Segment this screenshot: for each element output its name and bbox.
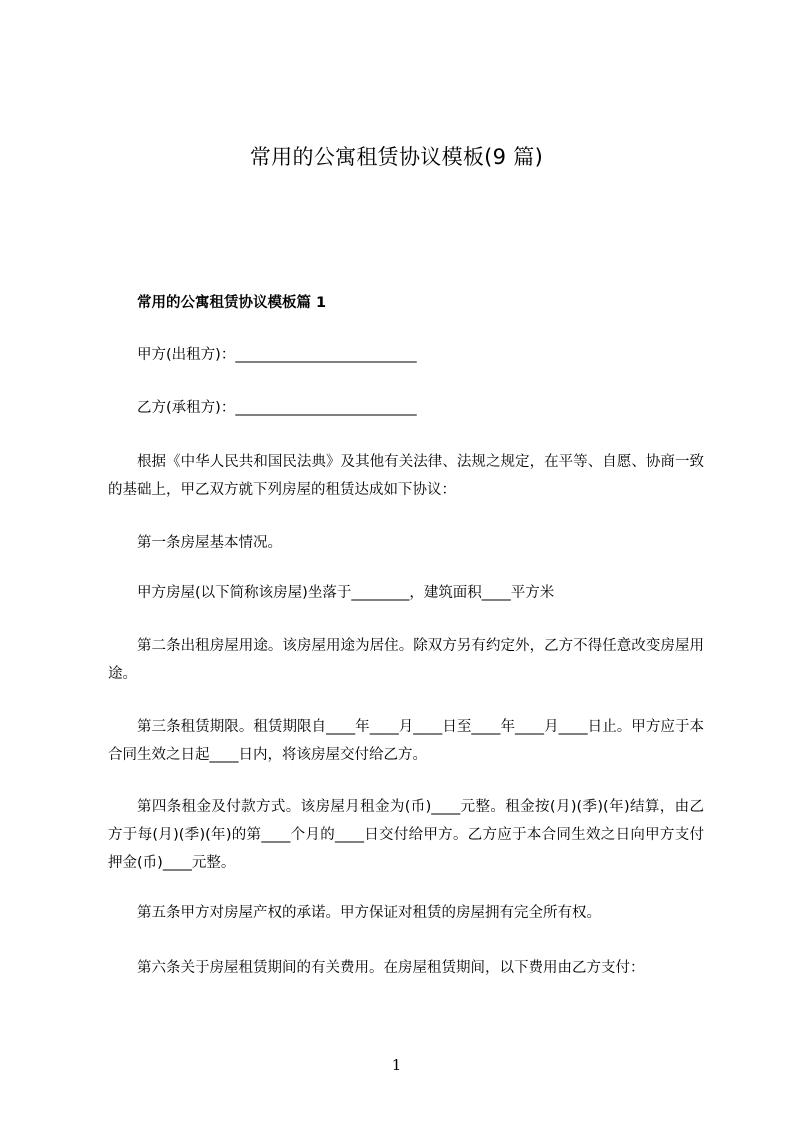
- article-2-paragraph: 第二条出租房屋用途。该房屋用途为居住。除双方另有约定外，乙方不得任意改变房屋用途。: [108, 638, 704, 682]
- article-3-paragraph: 第三条租赁期限。租赁期限自____年____月____日至____年____月____日止。甲方应于本合同生效之日起____日内，将该房屋交付给乙方。: [108, 719, 704, 763]
- article-6-line: 第六条关于房屋租赁期间的有关费用。在房屋租赁期间，以下费用由乙方支付：: [137, 960, 645, 976]
- article-1-heading: 第一条房屋基本情况。: [137, 535, 282, 551]
- section-heading: 常用的公寓租赁协议模板篇 1: [137, 295, 327, 311]
- document-title: 常用的公寓租赁协议模板(9 篇): [249, 145, 544, 169]
- article-4-paragraph: 第四条租金及付款方式。该房屋月租金为(币)____元整。租金按(月)(季)(年)结算，由乙方于每(月)(季)(年)的第____个月的____日交付给甲方。乙方应于本合同生效之日向甲方支付押金(币)____元整。: [108, 799, 704, 871]
- preamble-paragraph: 根据《中华人民共和国民法典》及其他有关法律、法规之规定，在平等、自愿、协商一致的基础上，甲乙双方就下列房屋的租赁达成如下协议：: [108, 454, 704, 498]
- article-1-body: 甲方房屋(以下简称该房屋)坐落于________，建筑面积____平方米: [137, 585, 555, 601]
- page-number: 1: [391, 1056, 402, 1074]
- party-a-line: 甲方(出租方)：_________________________: [137, 347, 417, 363]
- party-b-line: 乙方(承租方)：_________________________: [137, 400, 417, 416]
- article-5-line: 第五条甲方对房屋产权的承诺。甲方保证对租赁的房屋拥有完全所有权。: [137, 905, 601, 921]
